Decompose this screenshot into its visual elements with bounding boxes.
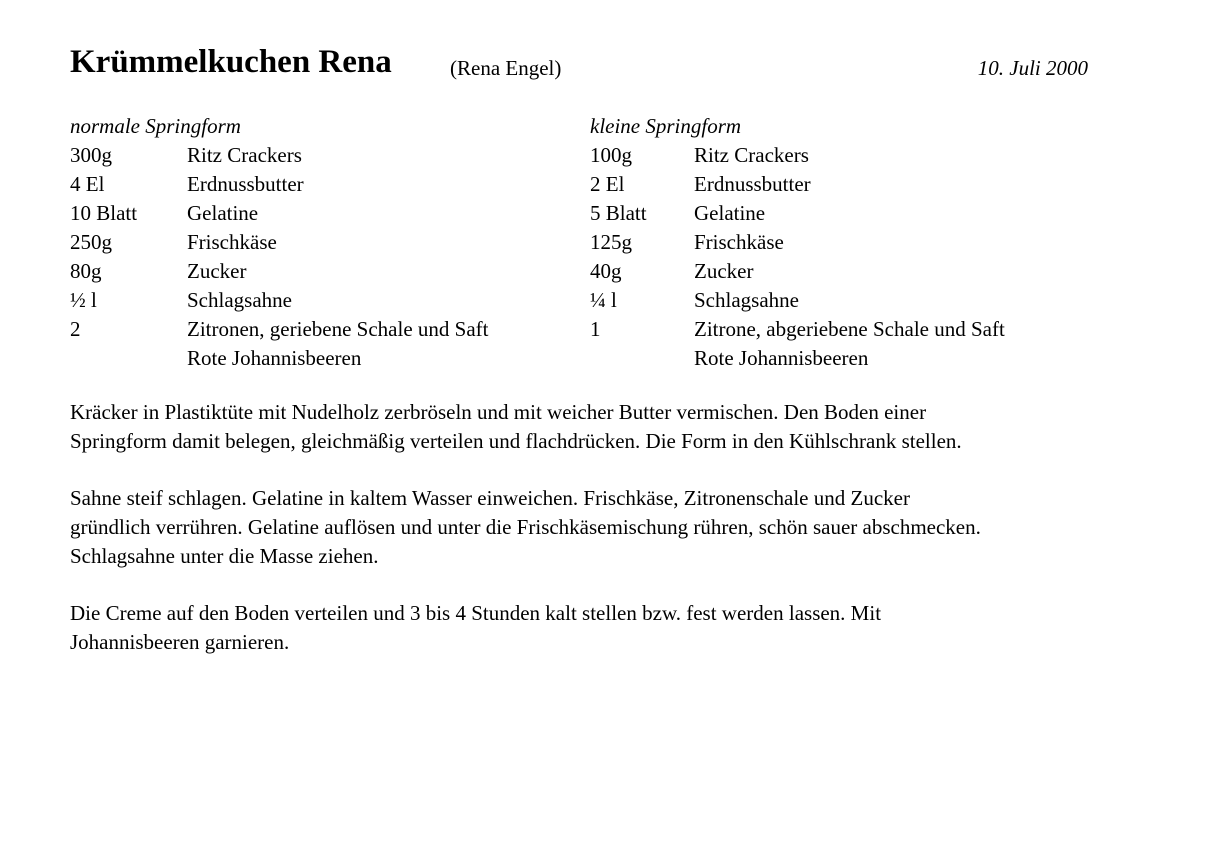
ingredient-quantity: 2 El	[590, 172, 625, 196]
ingredient-name: Zucker	[187, 259, 247, 283]
ingredient-name: Erdnussbutter	[187, 172, 304, 196]
ingredient-quantity: 125g	[590, 230, 632, 254]
column-heading-small: kleine Springform	[590, 114, 742, 138]
ingredient-row	[70, 170, 570, 199]
ingredient-quantity: 250g	[70, 230, 112, 254]
ingredient-quantity: 80g	[70, 259, 102, 283]
ingredient-row	[70, 199, 570, 228]
ingredient-row	[590, 257, 1110, 286]
ingredient-name: Zitronen, geriebene Schale und Saft	[187, 317, 489, 341]
ingredient-name: Ritz Crackers	[187, 143, 302, 167]
ingredient-quantity: ½ l	[70, 288, 97, 312]
ingredient-name: Gelatine	[187, 201, 259, 225]
column-heading-normal: normale Springform	[70, 114, 241, 138]
title-row	[70, 44, 1090, 88]
ingredient-row	[590, 315, 1110, 344]
ingredient-row	[590, 228, 1110, 257]
ingredient-quantity: 1	[590, 317, 601, 341]
ingredient-name: Rote Johannisbeeren	[187, 346, 362, 370]
ingredient-quantity: 4 El	[70, 172, 105, 196]
ingredient-name: Frischkäse	[694, 230, 784, 254]
ingredients-small-springform	[590, 112, 1110, 373]
ingredient-quantity: 40g	[590, 259, 622, 283]
ingredient-row	[590, 170, 1110, 199]
ingredient-row	[590, 199, 1110, 228]
ingredient-name: Ritz Crackers	[694, 143, 809, 167]
ingredient-name: Erdnussbutter	[694, 172, 811, 196]
recipe-title: Krümmelkuchen Rena	[70, 44, 392, 80]
ingredient-row	[70, 344, 570, 373]
ingredient-row	[70, 141, 570, 170]
ingredient-quantity: 300g	[70, 143, 112, 167]
instruction-paragraph: Sahne steif schlagen. Gelatine in kaltem Wasser einweichen. Frischkäse, Zitronenschale und Zucker gründlich verrühren. Gelatine auflösen und unter die Frischkäsemischung rühren, schön sauer abschmecken. Schlagsahne unter die Masse ziehen.	[70, 486, 981, 568]
instructions	[70, 398, 1180, 685]
ingredient-name: Gelatine	[694, 201, 766, 225]
ingredient-row	[590, 344, 1110, 373]
recipe-date: 10. Juli 2000	[977, 56, 1088, 80]
ingredient-name: Schlagsahne	[694, 288, 799, 312]
ingredient-row	[590, 141, 1110, 170]
instruction-paragraph: Die Creme auf den Boden verteilen und 3 bis 4 Stunden kalt stellen bzw. fest werden lassen. Mit Johannisbeeren garnieren.	[70, 601, 882, 654]
ingredient-quantity: 100g	[590, 143, 632, 167]
ingredient-name: Frischkäse	[187, 230, 277, 254]
ingredient-row	[70, 228, 570, 257]
ingredients-normal-springform	[70, 112, 570, 373]
ingredient-quantity: 2	[70, 317, 81, 341]
recipe-author: (Rena Engel)	[450, 56, 562, 80]
ingredient-row	[70, 257, 570, 286]
ingredient-name: Zitrone, abgeriebene Schale und Saft	[694, 317, 1005, 341]
ingredient-row	[590, 286, 1110, 315]
ingredient-name: Zucker	[694, 259, 754, 283]
instruction-paragraph: Kräcker in Plastiktüte mit Nudelholz zerbröseln und mit weicher Butter vermischen. Den Boden einer Springform damit belegen, gleichmäßig verteilen und flachdrücken. Die Form in den Kühlschrank stellen.	[70, 400, 962, 453]
ingredient-quantity: 5 Blatt	[590, 201, 647, 225]
ingredient-row	[70, 286, 570, 315]
ingredient-quantity: 10 Blatt	[70, 201, 138, 225]
ingredient-name: Rote Johannisbeeren	[694, 346, 869, 370]
ingredient-quantity: ¼ l	[590, 288, 617, 312]
ingredient-row	[70, 315, 570, 344]
ingredient-name: Schlagsahne	[187, 288, 292, 312]
